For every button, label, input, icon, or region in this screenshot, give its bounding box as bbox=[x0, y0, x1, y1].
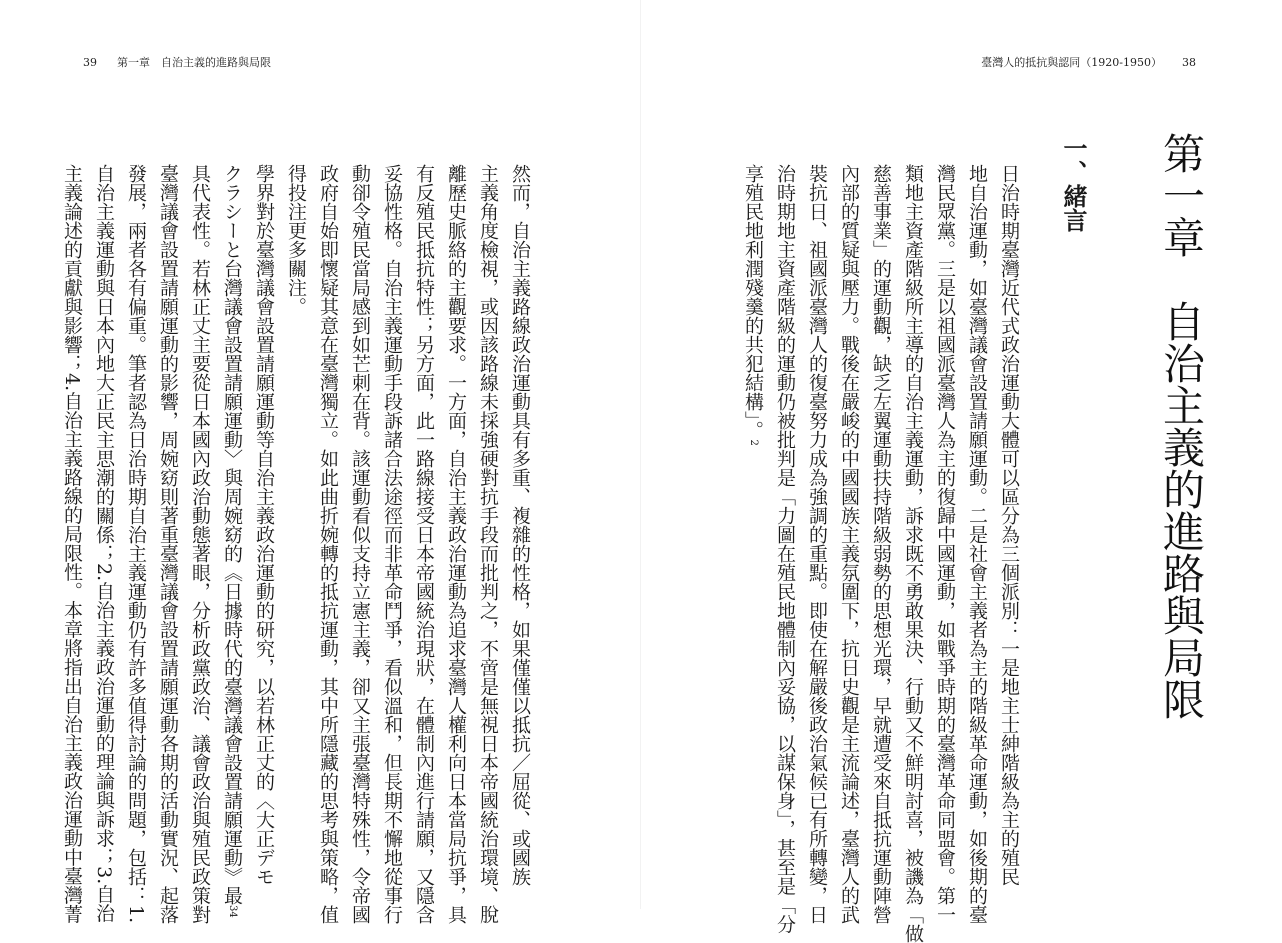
text-column-content: 享殖民地利潤殘羹的共犯結構」。 bbox=[742, 164, 764, 440]
text-column: 政府自始即懷疑其意在臺灣獨立。如此曲折婉轉的抵抗運動，其中所隱藏的思考與策略，值 bbox=[317, 164, 339, 924]
text-column bbox=[742, 164, 764, 844]
right-running-title: 臺灣人的抵抗與認同（1920-1950） bbox=[981, 56, 1162, 69]
text-column: 自治主義運動與日本內地大正民主思潮的關係；2.自治主義政治運動的理論與訴求；3.自治 bbox=[93, 164, 115, 923]
footnote-marker: 4 bbox=[227, 911, 238, 918]
text-column: 有反殖民抵抗特性；另方面，此一路線接受日本帝國統治現狀，在體制內進行請願，又隱含 bbox=[413, 164, 435, 924]
text-column: 治時期地主資產階級的運動仍被批判是「力圖在殖民地體制內妥協，以謀保身」，甚至是「分 bbox=[774, 164, 796, 934]
text-column: 動卻令殖民當局感到如芒刺在背。該運動看似支持立憲主義，卻又主張臺灣特殊性，令帝國 bbox=[349, 164, 371, 924]
text-column bbox=[253, 164, 275, 886]
text-column: 慈善事業」的運動觀，缺乏左翼運動扶持階級弱勢的思想光環，早就遭受來自抵抗運動陣營 bbox=[870, 164, 892, 924]
text-column: 得投注更多關注。 bbox=[285, 164, 307, 316]
text-column: 地自治運動，如臺灣議會設置請願運動。二是社會主義者為主的階級革命運動，如後期的臺 bbox=[966, 164, 988, 924]
right-page-header bbox=[981, 54, 1196, 70]
footnote-marker: 3 bbox=[227, 905, 238, 912]
right-page-number: 38 bbox=[1182, 56, 1196, 69]
left-page-number: 39 bbox=[83, 56, 97, 69]
text-column: 然而，自治主義路線政治運動具有多重、複雜的性格，如果僅僅以抵抗／屈從、或國族 bbox=[509, 164, 531, 886]
text-column: 裝抗日、祖國派臺灣人的復臺努力成為強調的重點。即使在解嚴後政治氣候已有所轉變，日 bbox=[806, 164, 828, 924]
text-column: 日治時期臺灣近代式政治運動大體可以區分為三個派別：一是地主士紳階級為主的殖民 bbox=[998, 164, 1020, 886]
text-column: 主義論述的貢獻與影響；4.自治主義路線的局限性。本章將指出自治主義政治運動中臺灣菁 bbox=[61, 164, 83, 924]
footnote-marker: 2 bbox=[748, 439, 759, 446]
left-page-header bbox=[83, 54, 271, 70]
chapter-title: 第一章 自治主義的進路與局限 bbox=[1157, 132, 1206, 720]
text-column: 具代表性。若林正丈主要從日本國內政治動態著眼，分析政黨政治、議會政治與殖民政策對 bbox=[189, 164, 211, 924]
text-column-content: 學界對於臺灣議會設置請願運動等自治主義政治運動的研究，以若林正丈的〈大正デモ bbox=[253, 164, 275, 886]
text-column: 主義角度檢視，或因該路線未採強硬對抗手段而批判之，不啻是無視日本帝國統治環境、脫 bbox=[477, 164, 499, 924]
text-column: 臺灣議會設置請願運動的影響，周婉窈則著重臺灣議會設置請願運動各期的活動實況、起落 bbox=[157, 164, 179, 924]
text-column: 妥協性格。自治主義運動手段訴諸合法途徑而非革命鬥爭，看似溫和，但長期不懈地從事行 bbox=[381, 164, 403, 924]
text-column: 類地主資產階級所主導的自治主義運動，訴求既不勇敢果決、行動又不鮮明討喜，被譏為「做 bbox=[902, 164, 924, 943]
text-column: 灣民眾黨。三是以祖國派臺灣人為主的復歸中國運動，如戰爭時期的臺灣革命同盟會。第一 bbox=[934, 164, 956, 924]
text-column-content: クラシーと台灣議會設置請願運動〉與周婉窈的《日據時代的臺灣議會設置請願運動》最 bbox=[221, 164, 243, 905]
text-column bbox=[221, 164, 243, 918]
text-column: 發展，兩者各有偏重。筆者認為日治時期自治主義運動仍有許多值得討論的問題，包括：1. bbox=[125, 164, 147, 924]
text-column: 內部的質疑與壓力。戰後在嚴峻的中國國族主義氛圍下，抗日史觀是主流論述，臺灣人的武 bbox=[838, 164, 860, 924]
left-running-title: 第一章 自治主義的進路與局限 bbox=[117, 56, 271, 69]
section-heading: 一、緒言 bbox=[1059, 136, 1088, 232]
text-column: 離歷史脈絡的主觀要求。一方面，自治主義政治運動為追求臺灣人權利向日本當局抗爭，具 bbox=[445, 164, 467, 924]
